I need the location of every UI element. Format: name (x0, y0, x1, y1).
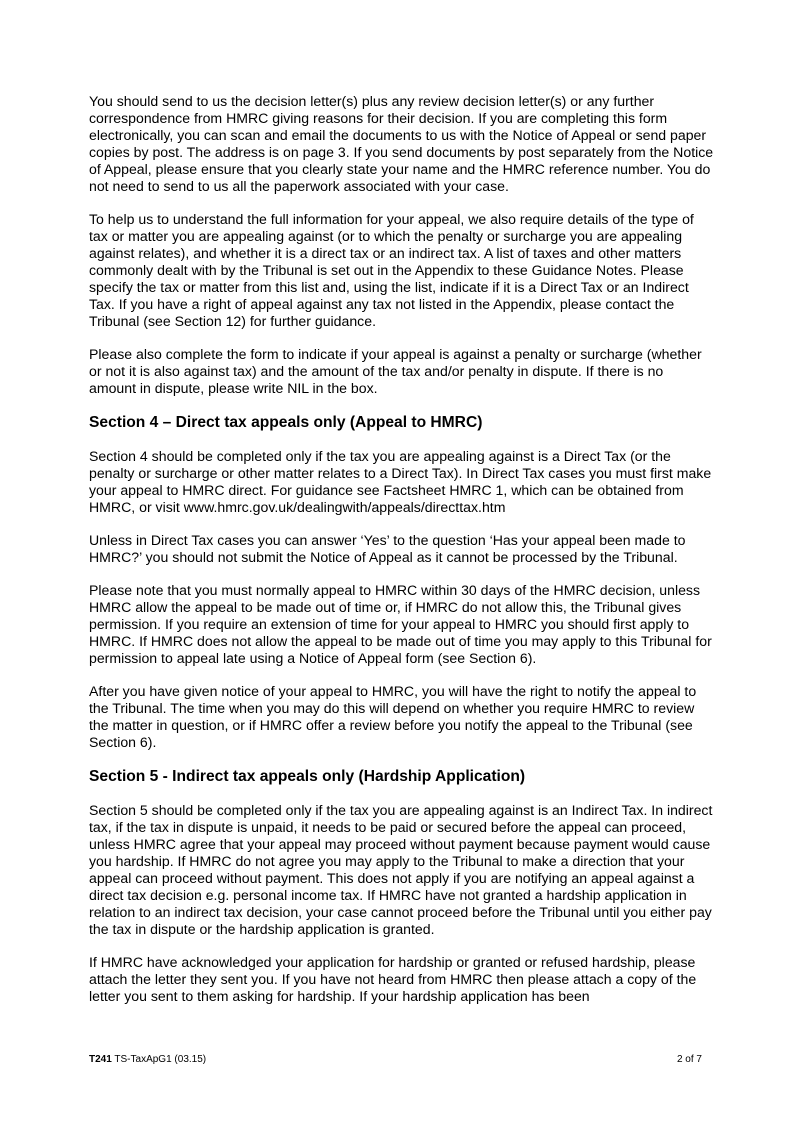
page-body (89, 93, 714, 1021)
form-version: TS-TaxApG1 (03.15) (114, 1054, 207, 1065)
paragraph-decision-letters: You should send to us the decision letter(s) plus any review decision letter(s) or any further correspondence from HMRC giving reasons for their decision. If you are completing this form electronically, you can scan and email the documents to us with the Notice of Appeal or send paper copies by post. The address is on page 3. If you send documents by post separately from the Notice of Appeal, please ensure that you clearly state your name and the HMRC reference number. You do not need to send to us all the paperwork associated with your case. (89, 93, 714, 194)
form-code: T241 (89, 1054, 112, 1065)
section-4-paragraph-1: Section 4 should be completed only if the tax you are appealing against is a Direct Tax (or the penalty or surcharge or other matter relates to a Direct Tax). In Direct Tax cases you must first make your appeal to HMRC direct. For guidance see Factsheet HMRC 1, which can be obtained from HMRC, or visit www.hmrc.gov.uk/dealingwith/appeals/directtax.htm (89, 448, 712, 515)
section-4-paragraph-2: Unless in Direct Tax cases you can answer ‘Yes’ to the question ‘Has your appeal been made to HMRC?’ you should not submit the Notice of Appeal as it cannot be processed by the Tribunal. (89, 532, 686, 565)
paragraph-tax-details: To help us to understand the full information for your appeal, we also require details of the type of tax or matter you are appealing against (or to which the penalty or surcharge you are appealing against relates), and whether it is a direct tax or an indirect tax. A list of taxes and other matters commonly dealt with by the Tribunal is set out in the Appendix to these Guidance Notes. Please specify the tax or matter from this list and, using the list, indicate if it is a Direct Tax or an Indirect Tax. If you have a right of appeal against any tax not listed in the Appendix, please contact the Tribunal (see Section 12) for further guidance. (89, 211, 694, 329)
section-5-paragraph-2: If HMRC have acknowledged your application for hardship or granted or refused hardship, please attach the letter they sent you. If you have not heard from HMRC then please attach a copy of the letter you sent to them asking for hardship. If your hardship application has been (89, 954, 697, 1004)
section-5-heading: Section 5 - Indirect tax appeals only (Hardship Application) (89, 768, 526, 785)
section-5-paragraph-1: Section 5 should be completed only if the tax you are appealing against is an Indirect Tax. In indirect tax, if the tax in dispute is unpaid, it needs to be paid or secured before the appeal can proceed, unless HMRC agree that your appeal may proceed without payment because payment would cause you hardship. If HMRC do not agree you may apply to the Tribunal to make a direction that your appeal can proceed without payment. This does not apply if you are notifying an appeal against a direct tax decision e.g. personal income tax. If HMRC have not granted a hardship application in relation to an indirect tax decision, your case cannot proceed before the Tribunal until you either pay the tax in dispute or the hardship application is granted. (89, 802, 713, 937)
section-4-heading: Section 4 – Direct tax appeals only (Appeal to HMRC) (89, 414, 483, 431)
page-number: 2 of 7 (676, 1054, 702, 1065)
section-4-paragraph-3: Please note that you must normally appeal to HMRC within 30 days of the HMRC decision, unless HMRC allow the appeal to be made out of time or, if HMRC do not allow this, the Tribunal gives permission. If you require an extension of time for your appeal to HMRC you should first apply to HMRC. If HMRC does not allow the appeal to be made out of time you may apply to this Tribunal for permission to appeal late using a Notice of Appeal form (see Section 6). (89, 582, 712, 666)
form-reference (89, 1054, 206, 1065)
section-4-paragraph-4: After you have given notice of your appeal to HMRC, you will have the right to notify the appeal to the Tribunal. The time when you may do this will depend on whether you require HMRC to review the matter in question, or if HMRC offer a review before you notify the appeal to the Tribunal (see Section 6). (89, 683, 697, 750)
paragraph-penalty-surcharge: Please also complete the form to indicate if your appeal is against a penalty or surcharge (whether or not it is also against tax) and the amount of the tax and/or penalty in dispute. If there is no amount in dispute, please write NIL in the box. (89, 346, 702, 396)
page-footer (89, 1054, 702, 1066)
